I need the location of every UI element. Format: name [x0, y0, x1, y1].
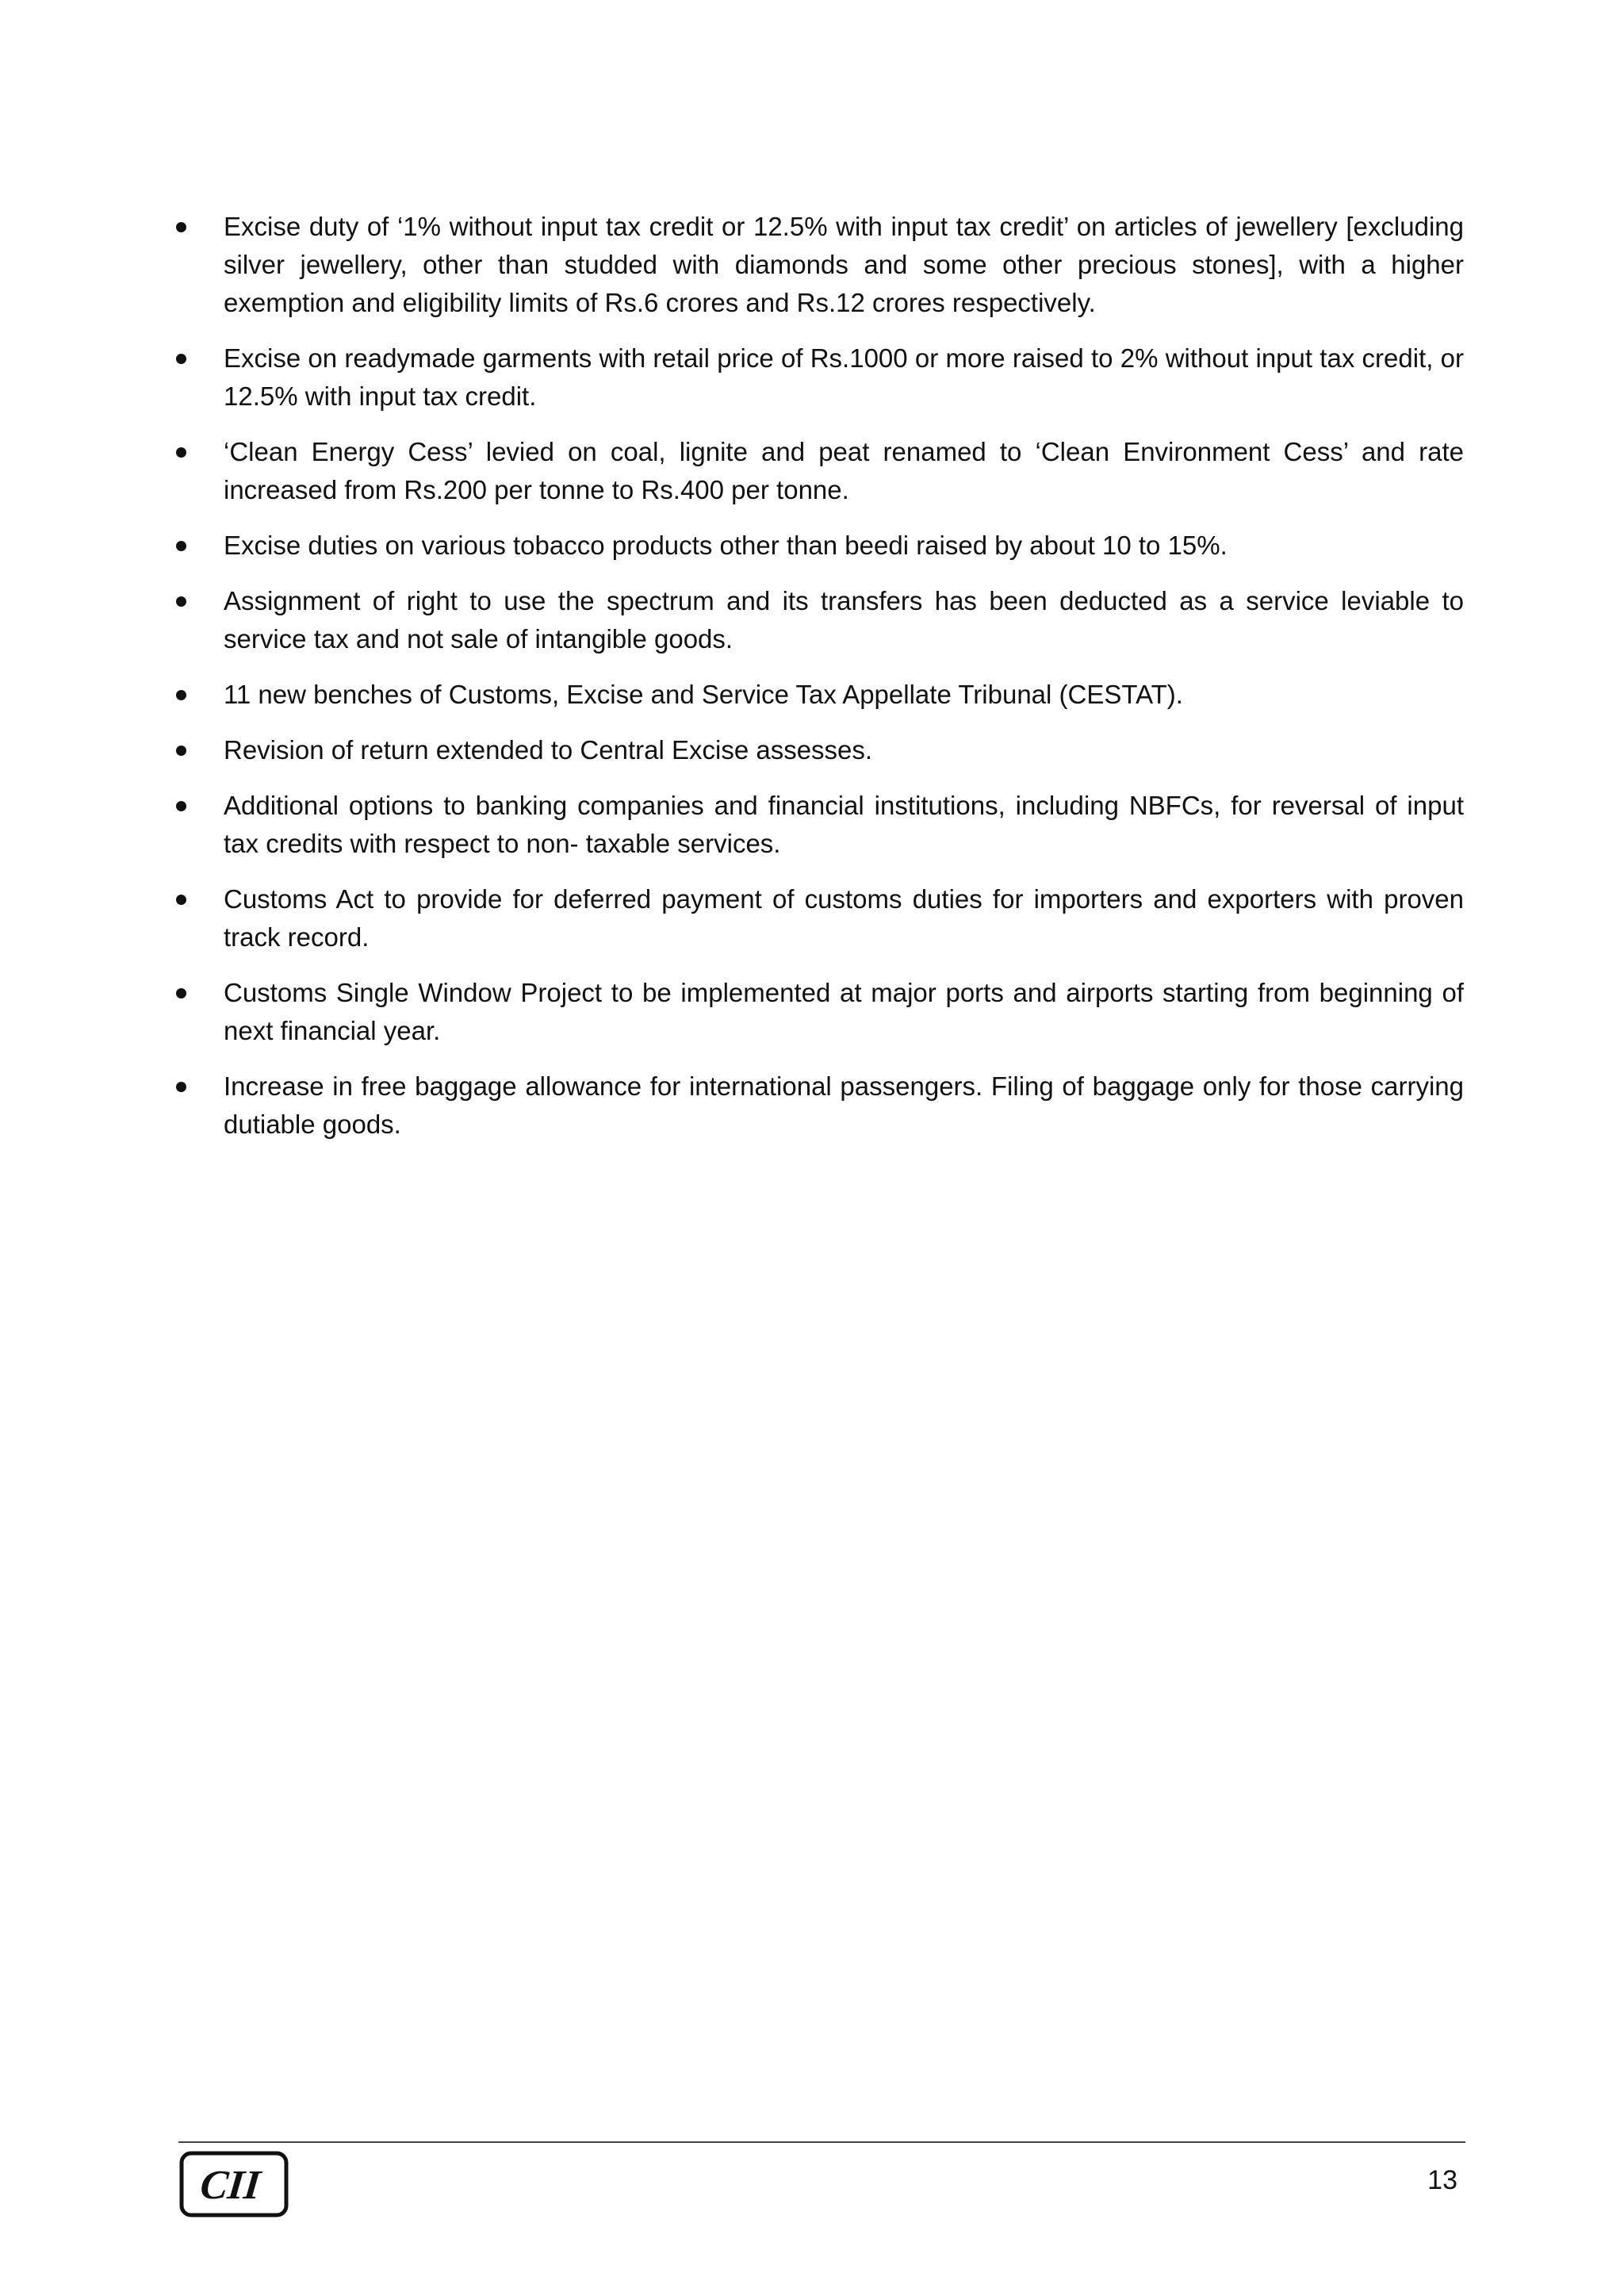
bullet-icon [176, 801, 186, 811]
bullet-item-5 [171, 582, 1464, 658]
bullet-text: Excise on readymade garments with retail price of Rs.1000 or more raised to 2% without input tax credit, or 12.5% with input tax credit. [224, 343, 1464, 411]
bullet-icon [176, 354, 186, 364]
bullet-item-3 [171, 433, 1464, 509]
bullet-icon [176, 541, 186, 551]
bullet-icon [176, 1082, 186, 1092]
page-number: 13 [1427, 2165, 1457, 2195]
bullet-item-1 [171, 208, 1464, 322]
cii-logo [179, 2151, 289, 2217]
bullet-text: Assignment of right to use the spectrum and its transfers has been deducted as a service leviable to service tax and not sale of intangible goods. [224, 586, 1464, 654]
bullet-text: Excise duties on various tobacco products other than beedi raised by about 10 to 15%. [224, 531, 1228, 560]
bullet-item-8 [171, 787, 1464, 863]
bullet-text: Customs Single Window Project to be implemented at major ports and airports starting from beginning of next financial year. [224, 978, 1464, 1045]
bullet-item-4 [171, 527, 1464, 565]
bullet-icon [176, 988, 186, 999]
bullet-text: Revision of return extended to Central Excise assesses. [224, 735, 873, 765]
bullet-icon [176, 222, 186, 232]
cii-logo-text: CII [197, 2163, 262, 2208]
bullet-item-6 [171, 676, 1464, 714]
bullet-icon [176, 746, 186, 756]
bullet-item-9 [171, 880, 1464, 956]
bullet-text: Additional options to banking companies and financial institutions, including NBFCs, for reversal of input tax credits with respect to non- taxable services. [224, 791, 1464, 858]
footer-divider [178, 2141, 1465, 2143]
bullet-text: ‘Clean Energy Cess’ levied on coal, lignite and peat renamed to ‘Clean Environment Cess’ and rate increased from Rs.200 per tonne to Rs.400 per tonne. [224, 437, 1464, 504]
bullet-item-7 [171, 731, 1464, 769]
bullet-item-2 [171, 339, 1464, 416]
bullet-icon [176, 596, 186, 607]
bullet-text: Excise duty of ‘1% without input tax credit or 12.5% with input tax credit’ on articles of jewellery [excluding silver jewellery, other than studded with diamonds and some other precious stones], with a higher exemption and eligibility limits of Rs.6 crores and Rs.12 crores respectively. [224, 212, 1464, 317]
bullet-icon [176, 895, 186, 905]
bullet-list [171, 208, 1464, 1161]
bullet-item-11 [171, 1068, 1464, 1144]
bullet-item-10 [171, 974, 1464, 1050]
bullet-icon [176, 690, 186, 700]
bullet-text: Increase in free baggage allowance for international passengers. Filing of baggage only for those carrying dutiable goods. [224, 1071, 1464, 1139]
bullet-icon [176, 447, 186, 458]
bullet-text: 11 new benches of Customs, Excise and Service Tax Appellate Tribunal (CESTAT). [224, 680, 1183, 709]
bullet-text: Customs Act to provide for deferred payment of customs duties for importers and exporters with proven track record. [224, 884, 1464, 952]
